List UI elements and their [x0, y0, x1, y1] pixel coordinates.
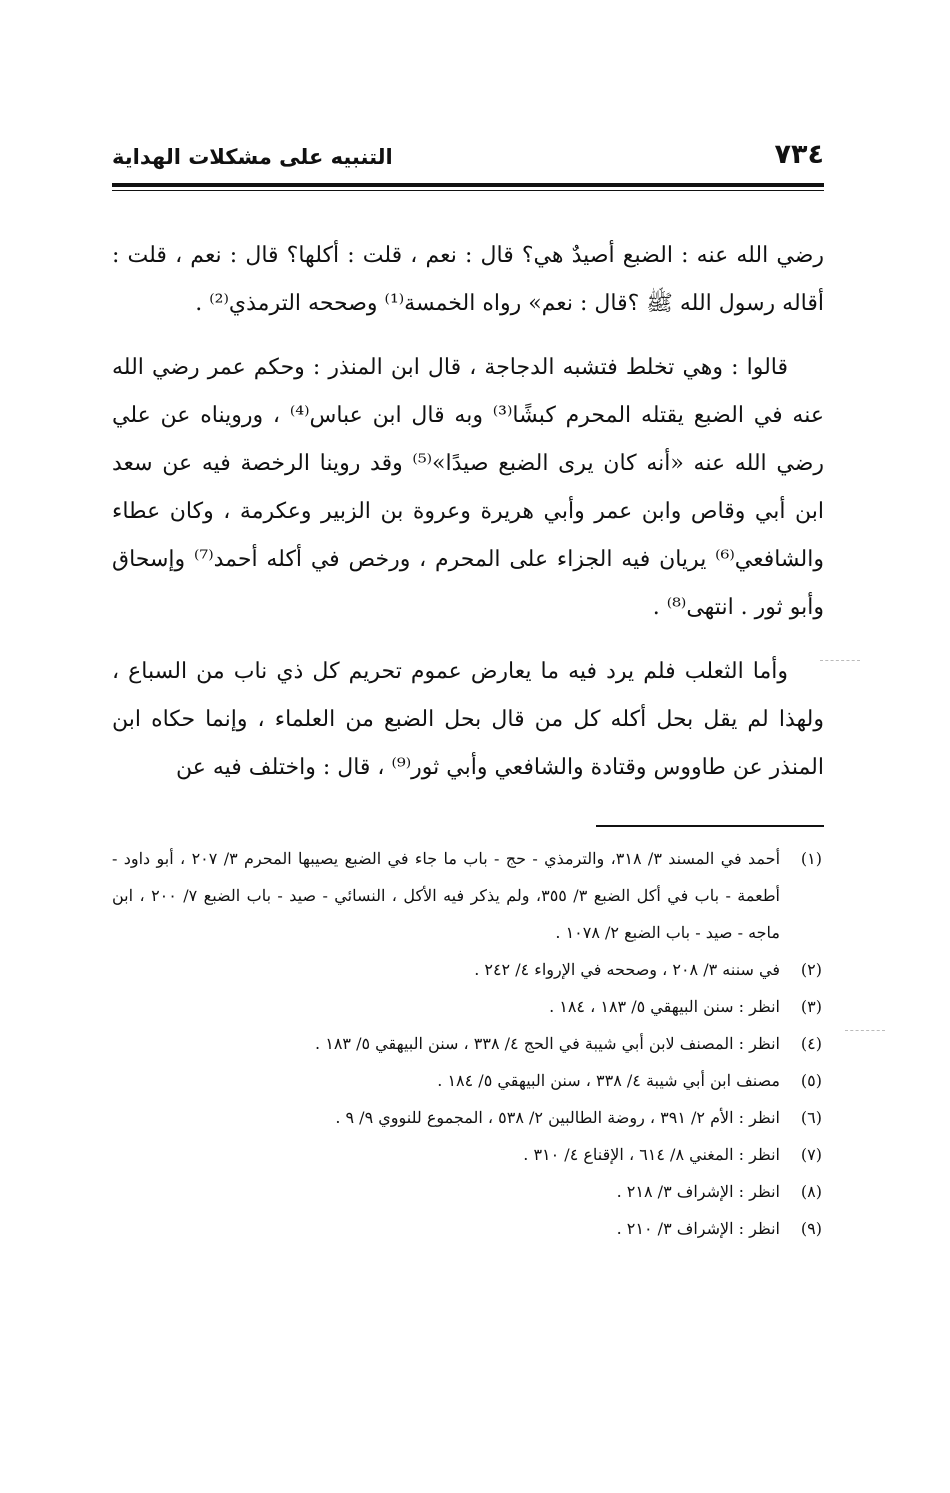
footnote-number: (٧)	[800, 1145, 822, 1164]
footnote-text: انظر : الإشراف ٣/ ٢١٠ .	[616, 1219, 780, 1238]
footnote-number: (٦)	[800, 1108, 822, 1127]
main-text	[112, 232, 824, 808]
footnote-number: (٢)	[800, 960, 822, 979]
footnote	[112, 1099, 824, 1136]
page-number: ٧٣٤	[774, 139, 824, 170]
footnote-text: انظر : المغني ٨/ ٦١٤ ، الإقناع ٤/ ٣١٠ .	[523, 1145, 780, 1164]
scan-artifact	[845, 1030, 885, 1032]
footnote-text: انظر : المصنف لابن أبي شيبة في الحج ٤/ ٣٣٨ ، سنن البيهقي ٥/ ١٨٣ .	[315, 1034, 780, 1053]
footnote-text: انظر : الأم ٢/ ٣٩١ ، روضة الطالبين ٢/ ٥٣٨ ، المجموع للنووي ٩/ ٩ .	[335, 1108, 780, 1127]
footnotes	[112, 840, 824, 1247]
paragraph: رضي الله عنه : الضبع أصيدٌ هي؟ قال : نعم ، قلت : أكلها؟ قال : نعم ، قلت : أقاله رسول الله ﷺ ؟قال : نعم» رواه الخمسة⁽¹⁾ وصححه الترمذي⁽²⁾ .	[112, 243, 824, 316]
page-header	[112, 135, 824, 179]
header-rule-thick	[112, 183, 824, 187]
footnote-number: (٨)	[800, 1182, 822, 1201]
footnote	[112, 1173, 824, 1210]
footnote-text: مصنف ابن أبي شيبة ٤/ ٣٣٨ ، سنن البيهقي ٥/ ١٨٤ .	[437, 1071, 780, 1090]
running-title: التنبيه على مشكلات الهداية	[112, 145, 393, 169]
footnote	[112, 951, 824, 988]
footnote	[112, 840, 824, 951]
footnote-number: (١)	[800, 849, 822, 868]
header-rule-thin	[112, 190, 824, 191]
footnote-number: (٥)	[800, 1071, 822, 1090]
footnote-text: أحمد في المسند ٣/ ٣١٨، والترمذي - حج - باب ما جاء في الضبع يصيبها المحرم ٣/ ٢٠٧ ، أبو داود - أطعمة - باب في أكل الضبع ٣/ ٣٥٥، ولم يذكر فيه الأكل ، النسائي - صيد - باب الضبع ٧/ ٢٠٠ ، ابن ماجه - صيد - باب الضبع ٢/ ١٠٧٨ .	[112, 849, 781, 942]
footnote	[112, 988, 824, 1025]
footnote	[112, 1210, 824, 1247]
footnote-text: انظر : الإشراف ٣/ ٢١٨ .	[616, 1182, 780, 1201]
footnote-text: انظر : سنن البيهقي ٥/ ١٨٣ ، ١٨٤ .	[549, 997, 780, 1016]
footnote	[112, 1025, 824, 1062]
footnote-number: (٤)	[800, 1034, 822, 1053]
footnote-number: (٩)	[800, 1219, 822, 1238]
paragraph: قالوا : وهي تخلط فتشبه الدجاجة ، قال ابن المنذر : وحكم عمر رضي الله عنه في الضبع يقتله المحرم كبشًا⁽³⁾ وبه قال ابن عباس⁽⁴⁾ ، ورويناه عن علي رضي الله عنه «أنه كان يرى الضبع صيدًا»⁽⁵⁾ وقد روينا الرخصة فيه عن سعد ابن أبي وقاص وابن عمر وأبي هريرة وعروة بن الزبير وعكرمة ، وكان عطاء والشافعي⁽⁶⁾ يريان فيه الجزاء على المحرم ، ورخص في أكله أحمد⁽⁷⁾ وإسحاق وأبو ثور . انتهى⁽⁸⁾ .	[112, 355, 825, 620]
scan-artifact	[820, 660, 860, 662]
footnote	[112, 1136, 824, 1173]
footnote-text: في سننه ٣/ ٢٠٨ ، وصححه في الإرواء ٤/ ٢٤٢ .	[474, 960, 780, 979]
paragraph: وأما الثعلب فلم يرد فيه ما يعارض عموم تحريم كل ذي ناب من السباع ، ولهذا لم يقل بحل أكله كل من قال بحل الضبع من العلماء ، وإنما حكاه ابن المنذر عن طاووس وقتادة والشافعي وأبي ثور⁽⁹⁾ ، قال : واختلف فيه عن	[112, 659, 824, 780]
footnote-number: (٣)	[800, 997, 822, 1016]
footnote	[112, 1062, 824, 1099]
footnote-separator	[596, 825, 824, 827]
